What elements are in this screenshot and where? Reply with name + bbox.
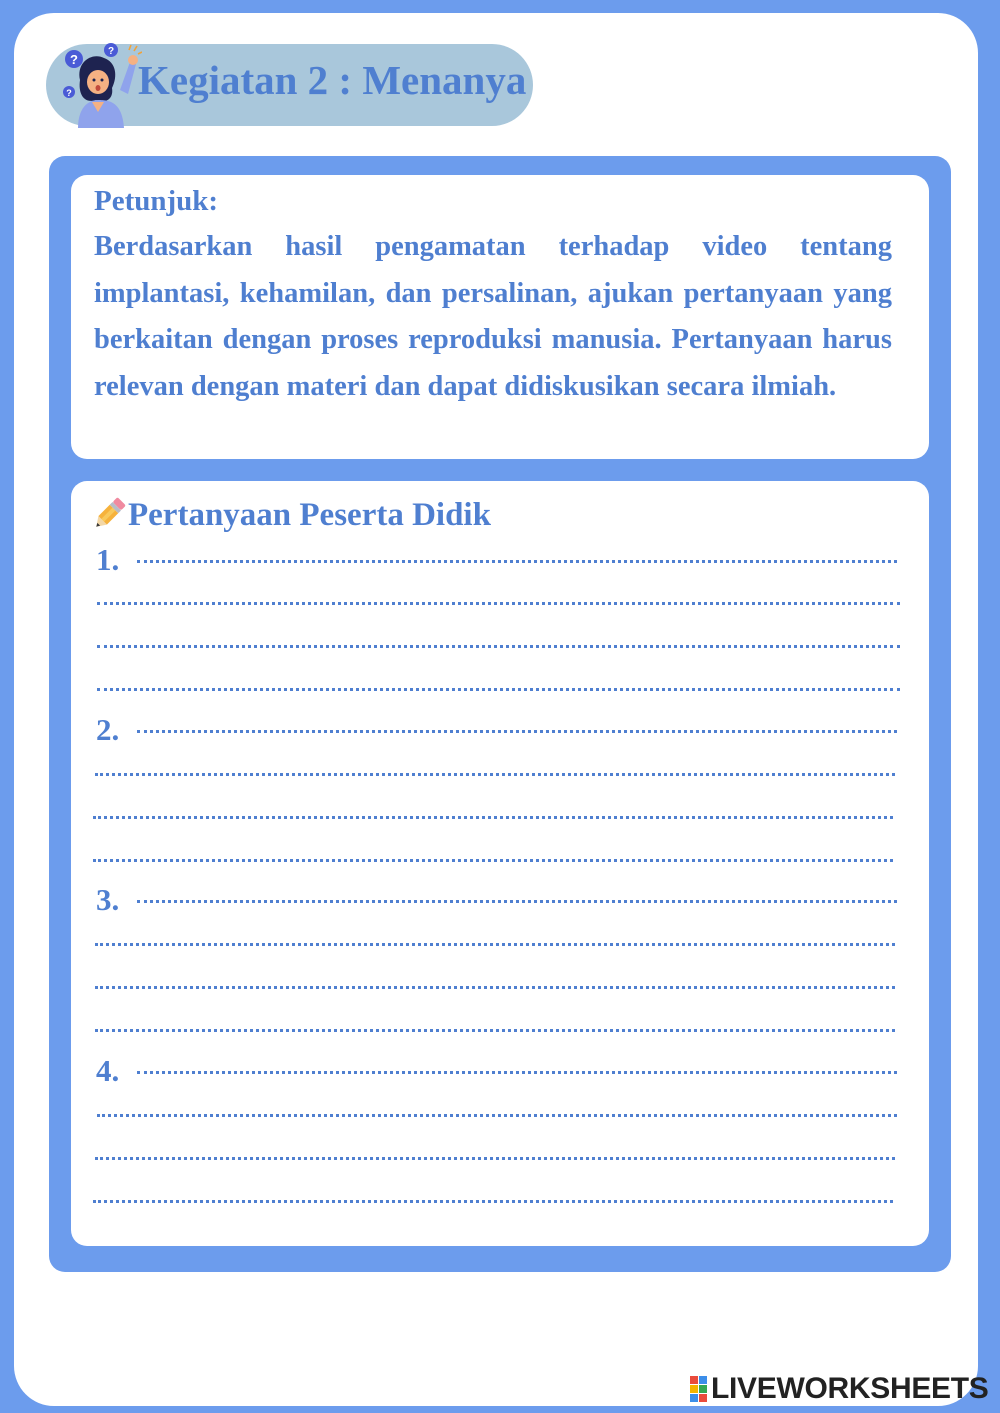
answer-line[interactable] — [95, 943, 895, 946]
answer-line[interactable] — [95, 773, 895, 776]
student-question-illustration — [58, 42, 142, 128]
pencil-icon — [89, 494, 129, 534]
answer-line[interactable] — [95, 1157, 895, 1160]
instructions-text: Berdasarkan hasil pengamatan terhadap video tentang implantasi, kehamilan, dan persalinan, ajukan pertanyaan yang berkaitan dengan proses reproduksi manusia. Pertanyaan harus relevan dengan materi dan dapat didiskusikan secara ilmiah. — [94, 231, 892, 402]
question-number: 3. — [96, 882, 120, 917]
answer-line[interactable] — [93, 816, 893, 819]
answer-line[interactable] — [137, 900, 897, 903]
questions-card — [71, 481, 929, 1246]
answer-line[interactable] — [137, 730, 897, 733]
answer-line[interactable] — [137, 560, 897, 563]
svg-text:?: ? — [107, 46, 115, 57]
answer-line[interactable] — [95, 1029, 895, 1032]
question-number: 1. — [96, 542, 120, 577]
answer-line[interactable] — [97, 1114, 897, 1117]
question-number: 2. — [96, 712, 120, 747]
answer-line[interactable] — [93, 1200, 893, 1203]
answer-line[interactable] — [95, 986, 895, 989]
answer-line[interactable] — [97, 602, 900, 605]
answer-line[interactable] — [137, 1071, 897, 1074]
answer-line[interactable] — [93, 859, 893, 862]
questions-heading: Pertanyaan Peserta Didik — [128, 497, 491, 533]
svg-text:?: ? — [70, 52, 78, 67]
page-title: Kegiatan 2 : Menanya — [138, 57, 527, 103]
answer-line[interactable] — [97, 645, 900, 648]
liveworksheets-logo-icon — [690, 1376, 708, 1402]
brand-name: LIVEWORKSHEETS — [711, 1372, 989, 1405]
svg-text:?: ? — [66, 88, 72, 98]
question-number: 4. — [96, 1053, 120, 1088]
instructions-heading: Petunjuk: — [94, 185, 219, 217]
answer-line[interactable] — [97, 688, 900, 691]
